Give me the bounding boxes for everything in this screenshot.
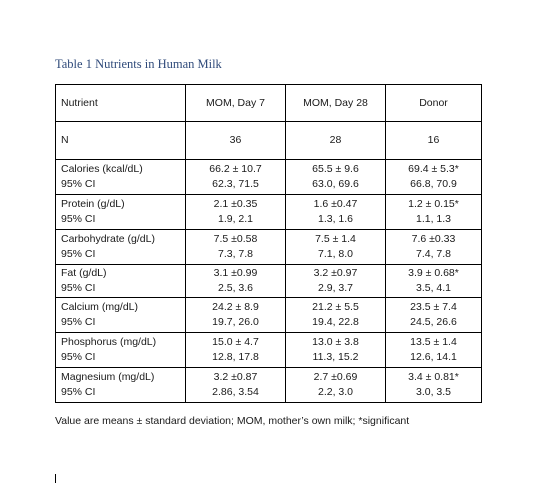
nutrient-name: Calcium (mg/dL) [61,301,139,313]
nutrient-cell [56,298,186,333]
ci-value: 19.7, 26.0 [212,316,259,328]
ci-value: 1.1, 1.3 [415,213,452,225]
n-donor: 16 [386,122,482,160]
nutrient-name: Magnesium (mg/dL) [61,371,155,383]
table-header-row [56,85,482,122]
n-label: N [56,122,186,160]
mom-day7-cell [186,230,286,265]
table-row [56,333,482,368]
header-mom-day7: MOM, Day 7 [186,85,286,122]
nutrient-cell [56,230,186,265]
ci-value: 2.5, 3.6 [217,282,254,294]
mean-sd: 1.6 ±0.47 [313,198,358,210]
ci-label: 95% CI [61,316,96,328]
table-row [56,230,482,265]
nutrient-cell [56,195,186,230]
mean-sd: 66.2 ± 10.7 [209,163,262,175]
mean-sd: 2.7 ±0.69 [313,371,358,383]
donor-cell [386,333,482,368]
ci-label: 95% CI [61,351,96,363]
mom-day28-cell [286,195,386,230]
nutrient-cell [56,333,186,368]
table-row [56,368,482,403]
nutrient-cell [56,265,186,298]
nutrient-cell [56,368,186,403]
mean-sd: 3.1 ±0.99 [213,267,258,279]
donor-cell [386,230,482,265]
header-mom-day28: MOM, Day 28 [286,85,386,122]
table-row [56,195,482,230]
table-row-n [56,122,482,160]
ci-value: 2.86, 3.54 [212,386,259,398]
mean-sd: 23.5 ± 7.4 [410,301,457,313]
ci-label: 95% CI [61,178,96,190]
header-donor: Donor [386,85,482,122]
ci-value: 1.9, 2.1 [217,213,254,225]
mean-sd: 3.9 ± 0.68* [408,267,459,279]
table-row [56,265,482,298]
donor-cell [386,195,482,230]
ci-label: 95% CI [61,213,96,225]
mean-sd: 24.2 ± 8.9 [212,301,259,313]
mom-day28-cell [286,265,386,298]
mean-sd: 69.4 ± 5.3* [408,163,459,175]
ci-value: 62.3, 71.5 [212,178,259,190]
header-nutrient: Nutrient [56,85,186,122]
mom-day28-cell [286,333,386,368]
table-footnote: Value are means ± standard deviation; MOM, mother’s own milk; *significant [55,415,410,427]
mean-sd: 7.5 ±0.58 [213,233,258,245]
ci-value: 63.0, 69.6 [312,178,359,190]
nutrient-name: Protein (g/dL) [61,198,125,210]
ci-value: 3.0, 3.5 [415,386,452,398]
mom-day7-cell [186,195,286,230]
mean-sd: 2.1 ±0.35 [213,198,258,210]
table-row [56,160,482,195]
mom-day7-cell [186,333,286,368]
mom-day28-cell [286,230,386,265]
nutrient-cell [56,160,186,195]
mean-sd: 65.5 ± 9.6 [312,163,359,175]
nutrients-table [55,84,482,403]
mom-day7-cell [186,160,286,195]
nutrient-name: Fat (g/dL) [61,267,107,279]
ci-value: 19.4, 22.8 [312,316,359,328]
nutrient-name: Calories (kcal/dL) [61,163,143,175]
ci-label: 95% CI [61,386,96,398]
text-cursor [55,474,56,483]
ci-value: 2.9, 3.7 [317,282,354,294]
donor-cell [386,298,482,333]
mom-day28-cell [286,160,386,195]
mean-sd: 3.4 ± 0.81* [408,371,459,383]
ci-value: 2.2, 3.0 [317,386,354,398]
n-mom-day7: 36 [186,122,286,160]
ci-value: 7.3, 7.8 [217,248,254,260]
mom-day28-cell [286,298,386,333]
ci-value: 11.3, 15.2 [312,351,359,363]
donor-cell [386,160,482,195]
ci-value: 12.6, 14.1 [410,351,457,363]
mom-day7-cell [186,265,286,298]
mean-sd: 13.0 ± 3.8 [312,336,359,348]
donor-cell [386,368,482,403]
ci-value: 12.8, 17.8 [212,351,259,363]
mean-sd: 15.0 ± 4.7 [212,336,259,348]
mom-day28-cell [286,368,386,403]
mean-sd: 3.2 ±0.97 [313,267,358,279]
ci-value: 7.1, 8.0 [317,248,354,260]
table-row [56,298,482,333]
ci-value: 3.5, 4.1 [415,282,452,294]
mean-sd: 7.5 ± 1.4 [315,233,356,245]
mean-sd: 1.2 ± 0.15* [408,198,459,210]
ci-value: 7.4, 7.8 [415,248,452,260]
mom-day7-cell [186,298,286,333]
nutrient-name: Carbohydrate (g/dL) [61,233,155,245]
ci-value: 66.8, 70.9 [410,178,457,190]
donor-cell [386,265,482,298]
mean-sd: 7.6 ±0.33 [411,233,456,245]
nutrient-name: Phosphorus (mg/dL) [61,336,157,348]
mean-sd: 21.2 ± 5.5 [312,301,359,313]
ci-value: 1.3, 1.6 [317,213,354,225]
table-caption: Table 1 Nutrients in Human Milk [55,57,222,71]
mom-day7-cell [186,368,286,403]
ci-label: 95% CI [61,282,96,294]
ci-label: 95% CI [61,248,96,260]
mean-sd: 13.5 ± 1.4 [410,336,457,348]
n-mom-day28: 28 [286,122,386,160]
mean-sd: 3.2 ±0.87 [213,371,258,383]
ci-value: 24.5, 26.6 [410,316,457,328]
